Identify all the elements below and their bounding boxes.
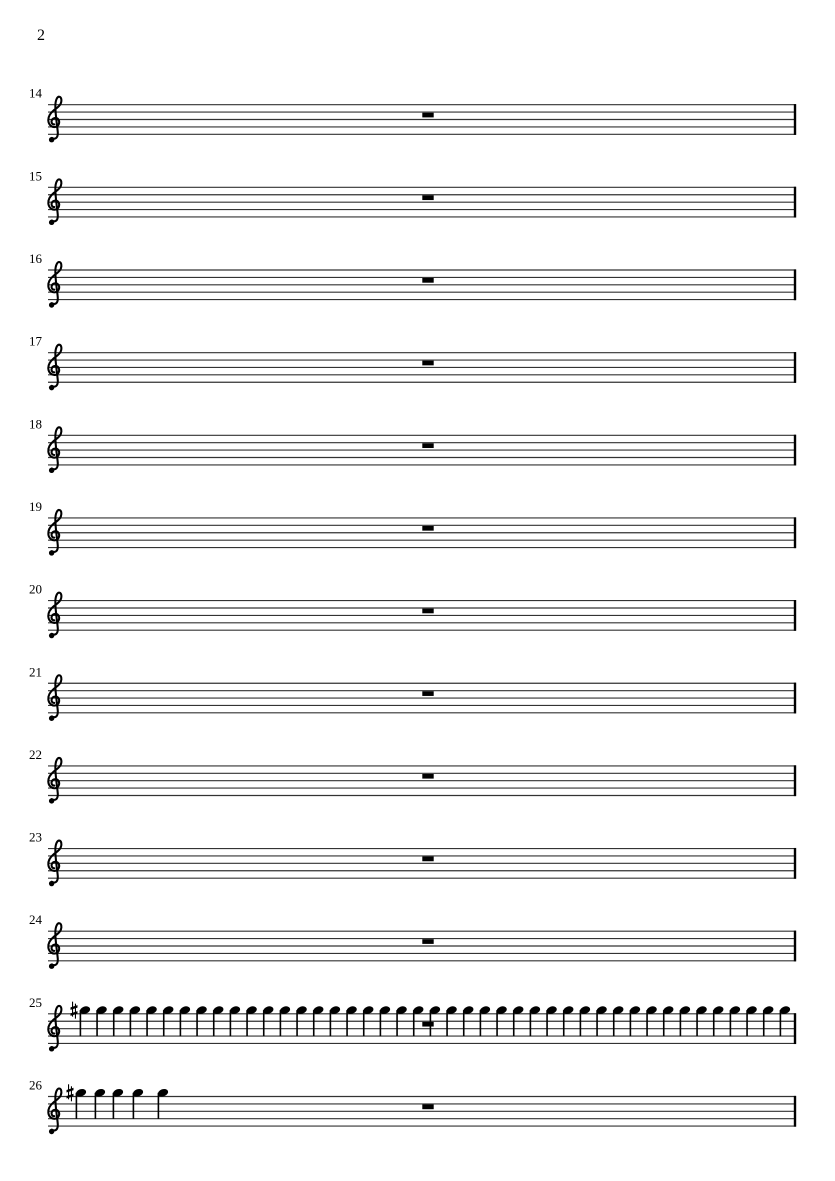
measure-number: 15: [29, 168, 42, 184]
note: [195, 1005, 207, 1036]
treble-clef-curve: [48, 262, 61, 304]
whole-rest: [422, 361, 433, 366]
note: [712, 1005, 724, 1036]
staff-system: [29, 664, 796, 721]
note: [695, 1005, 707, 1036]
measure-number: 17: [29, 333, 42, 349]
barline: [794, 848, 796, 879]
note: [445, 1005, 457, 1036]
treble-clef-curve: [48, 923, 61, 965]
note-stem: [680, 1010, 682, 1036]
barline: [794, 269, 796, 300]
whole-rest: [422, 609, 433, 614]
note-stem: [380, 1010, 382, 1036]
note-stem: [163, 1010, 165, 1036]
note-stem: [146, 1010, 148, 1036]
note-stem: [646, 1010, 648, 1036]
note-stem: [663, 1010, 665, 1036]
note-stem: [76, 1093, 78, 1119]
note-stem: [480, 1010, 482, 1036]
whole-rest: [422, 113, 433, 118]
treble-clef-curve: [48, 758, 61, 800]
sharp-stroke: [67, 1094, 74, 1099]
barline: [794, 765, 796, 796]
note: [157, 1088, 169, 1119]
note-stem: [113, 1010, 115, 1036]
note: [462, 1005, 474, 1036]
barline: [794, 104, 796, 135]
treble-clef-ball: [49, 137, 54, 142]
note-stem: [280, 1010, 282, 1036]
note: [262, 1005, 274, 1036]
note: [279, 1005, 291, 1036]
treble-clef-curve: [48, 593, 61, 635]
note-stem: [763, 1010, 765, 1036]
note-stem: [713, 1010, 715, 1036]
treble-clef-curve: [48, 179, 61, 221]
note-stem: [596, 1010, 598, 1036]
staff-system: [29, 168, 796, 225]
sharp-stroke: [67, 1088, 74, 1093]
note-stem: [563, 1010, 565, 1036]
note-stem: [213, 1010, 215, 1036]
note: [412, 1005, 424, 1036]
whole-rest: [422, 857, 433, 862]
staff-system: [29, 830, 796, 887]
note: [579, 1005, 591, 1036]
whole-rest: [422, 195, 433, 200]
staff-system: [29, 251, 796, 308]
note-stem: [296, 1010, 298, 1036]
measure-number: 19: [29, 498, 42, 514]
note: [132, 1088, 144, 1119]
treble-clef-ball: [49, 716, 54, 721]
note: [745, 1005, 757, 1036]
measure-number: 20: [29, 581, 42, 597]
note: [545, 1005, 557, 1036]
staff-system: [29, 747, 796, 804]
note: [329, 1005, 341, 1036]
sharp-icon: [71, 1002, 78, 1019]
note-stem: [158, 1093, 160, 1119]
note-stem: [95, 1093, 97, 1119]
note-stem: [396, 1010, 398, 1036]
staff-system: [29, 334, 796, 391]
note-stem: [446, 1010, 448, 1036]
note-stem: [180, 1010, 182, 1036]
note-stem: [363, 1010, 365, 1036]
note: [779, 1005, 791, 1036]
note: [112, 1005, 124, 1036]
note-stem: [746, 1010, 748, 1036]
note: [595, 1005, 607, 1036]
note-stem: [413, 1010, 415, 1036]
staff-system: [29, 582, 796, 639]
measure-number: 22: [29, 746, 42, 762]
note-stem: [96, 1010, 98, 1036]
note-stem: [580, 1010, 582, 1036]
treble-clef-curve: [48, 1089, 61, 1131]
note-stem: [196, 1010, 198, 1036]
page-number: 2: [37, 27, 45, 44]
barline: [794, 1013, 796, 1044]
treble-clef-curve: [48, 675, 61, 717]
note: [479, 1005, 491, 1036]
note-stem: [630, 1010, 632, 1036]
note-stem: [513, 1010, 515, 1036]
note-stem: [246, 1010, 248, 1036]
note-stem: [730, 1010, 732, 1036]
treble-clef-ball: [49, 1046, 54, 1051]
measure-number: 23: [29, 829, 42, 845]
sharp-stroke: [71, 1005, 78, 1010]
note-stem: [230, 1010, 232, 1036]
note-stem: [530, 1010, 532, 1036]
note: [629, 1005, 641, 1036]
note: [95, 1005, 107, 1036]
note-stem: [263, 1010, 265, 1036]
note: [162, 1005, 174, 1036]
treble-clef-ball: [49, 633, 54, 638]
staff-system: [29, 499, 796, 556]
whole-rest: [422, 1022, 433, 1027]
barline: [794, 600, 796, 631]
treble-clef-ball: [49, 550, 54, 555]
note: [345, 1005, 357, 1036]
note: [395, 1005, 407, 1036]
note: [762, 1005, 774, 1036]
note: [495, 1005, 507, 1036]
treble-clef-curve: [48, 427, 61, 469]
treble-clef-curve: [48, 345, 61, 387]
note: [179, 1005, 191, 1036]
measure-number: 14: [29, 85, 42, 101]
barline: [794, 1096, 796, 1127]
barline: [794, 187, 796, 218]
barline: [794, 931, 796, 962]
note: [362, 1005, 374, 1036]
note: [562, 1005, 574, 1036]
treble-clef-ball: [49, 468, 54, 473]
treble-clef-ball: [49, 964, 54, 969]
note-stem: [130, 1010, 132, 1036]
treble-clef-ball: [49, 302, 54, 307]
note: [79, 1005, 91, 1036]
note: [379, 1005, 391, 1036]
staff-system: [29, 86, 796, 143]
note: [129, 1005, 141, 1036]
note: [145, 1005, 157, 1036]
note: [429, 1005, 441, 1036]
staff-system: [29, 1078, 796, 1135]
note-stem: [546, 1010, 548, 1036]
note-stem: [496, 1010, 498, 1036]
note: [212, 1005, 224, 1036]
note: [94, 1088, 106, 1119]
note: [645, 1005, 657, 1036]
whole-rest: [422, 1105, 433, 1110]
sharp-icon: [67, 1084, 74, 1101]
sharp-stroke: [71, 1011, 78, 1016]
whole-rest: [422, 443, 433, 448]
barline: [794, 683, 796, 714]
measure-number: 18: [29, 416, 42, 432]
note: [229, 1005, 241, 1036]
whole-rest: [422, 774, 433, 779]
staff-system: [29, 995, 796, 1052]
note-stem: [330, 1010, 332, 1036]
treble-clef-curve: [48, 841, 61, 883]
note: [529, 1005, 541, 1036]
note-stem: [133, 1093, 135, 1119]
staff-system: [29, 416, 796, 473]
whole-rest: [422, 691, 433, 696]
treble-clef-ball: [49, 220, 54, 225]
note-stem: [780, 1010, 782, 1036]
note: [612, 1005, 624, 1036]
note: [245, 1005, 257, 1036]
whole-rest: [422, 939, 433, 944]
barline: [794, 517, 796, 548]
measure-number: 24: [29, 912, 42, 928]
note-stem: [613, 1010, 615, 1036]
staff-system: [29, 912, 796, 969]
note: [662, 1005, 674, 1036]
treble-clef-ball: [49, 798, 54, 803]
note-stem: [113, 1093, 115, 1119]
treble-clef-curve: [48, 97, 61, 139]
note-stem: [430, 1010, 432, 1036]
note: [312, 1005, 324, 1036]
note: [679, 1005, 691, 1036]
measure-number: 25: [29, 994, 42, 1010]
note-stem: [80, 1010, 82, 1036]
note-stem: [313, 1010, 315, 1036]
note: [512, 1005, 524, 1036]
barline: [794, 435, 796, 466]
measure-number: 16: [29, 251, 42, 266]
treble-clef-ball: [49, 881, 54, 886]
note: [729, 1005, 741, 1036]
measure-number: 26: [29, 1077, 42, 1093]
treble-clef-curve: [48, 510, 61, 552]
treble-clef-ball: [49, 1129, 54, 1134]
whole-rest: [422, 278, 433, 283]
note: [112, 1088, 124, 1119]
note-stem: [696, 1010, 698, 1036]
note: [295, 1005, 307, 1036]
note-stem: [463, 1010, 465, 1036]
treble-clef-curve: [48, 1006, 61, 1048]
note: [75, 1088, 87, 1119]
whole-rest: [422, 526, 433, 531]
barline: [794, 352, 796, 383]
note-stem: [346, 1010, 348, 1036]
measure-number: 21: [29, 664, 42, 680]
treble-clef-ball: [49, 385, 54, 390]
